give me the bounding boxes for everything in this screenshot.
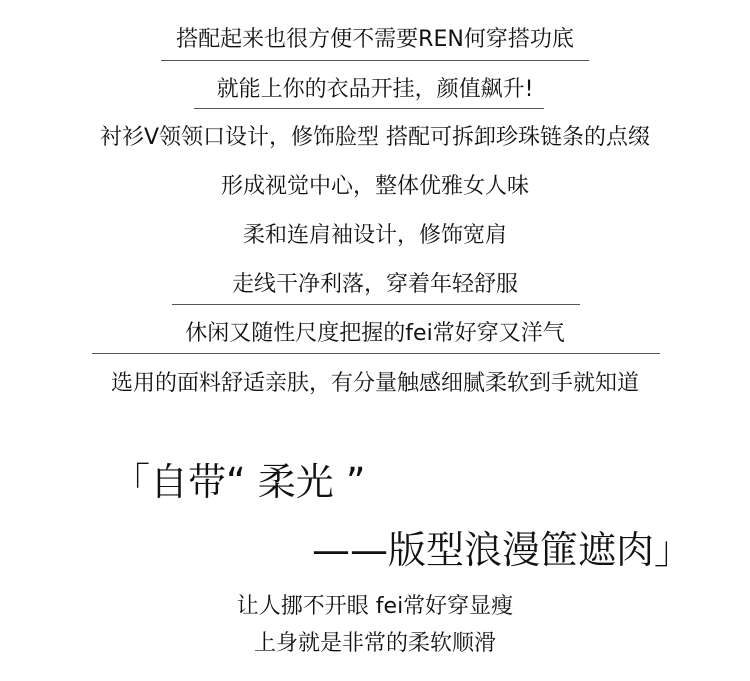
underline-divider [172, 304, 580, 305]
text-line: 走线干净利落，穿着年轻舒服 [231, 272, 518, 297]
underline-divider [92, 353, 660, 354]
headline-line-2: ——版型浪漫篚遮肉」 [312, 528, 693, 572]
text-line: 形成视觉中心，整体优雅女人味 [220, 174, 529, 199]
text-line: 就能上你的衣品开挂，颜值飙升! [216, 77, 534, 102]
text-line: 休闲又随性尺度把握的fei常好穿又洋气 [185, 321, 565, 346]
underline-divider [194, 108, 544, 109]
text-line: 选用的面料舒适亲肤，有分量触感细腻柔软到手就知道 [110, 371, 639, 396]
underline-divider [161, 60, 589, 61]
text-line: 柔和连肩袖设计，修饰宽肩 [242, 223, 507, 248]
footer-line: 让人挪不开眼 fei常好穿显瘦 [236, 594, 514, 619]
text-line: 搭配起来也很方便不需要REN何穿搭功底 [176, 27, 574, 52]
headline-line-1: 「自带“ 柔光 ” [112, 460, 366, 504]
footer-line: 上身就是非常的柔软顺滑 [253, 631, 496, 656]
text-line: 衬衫V领领口设计，修饰脸型 搭配可拆卸珍珠链条的点缀 [99, 125, 651, 150]
